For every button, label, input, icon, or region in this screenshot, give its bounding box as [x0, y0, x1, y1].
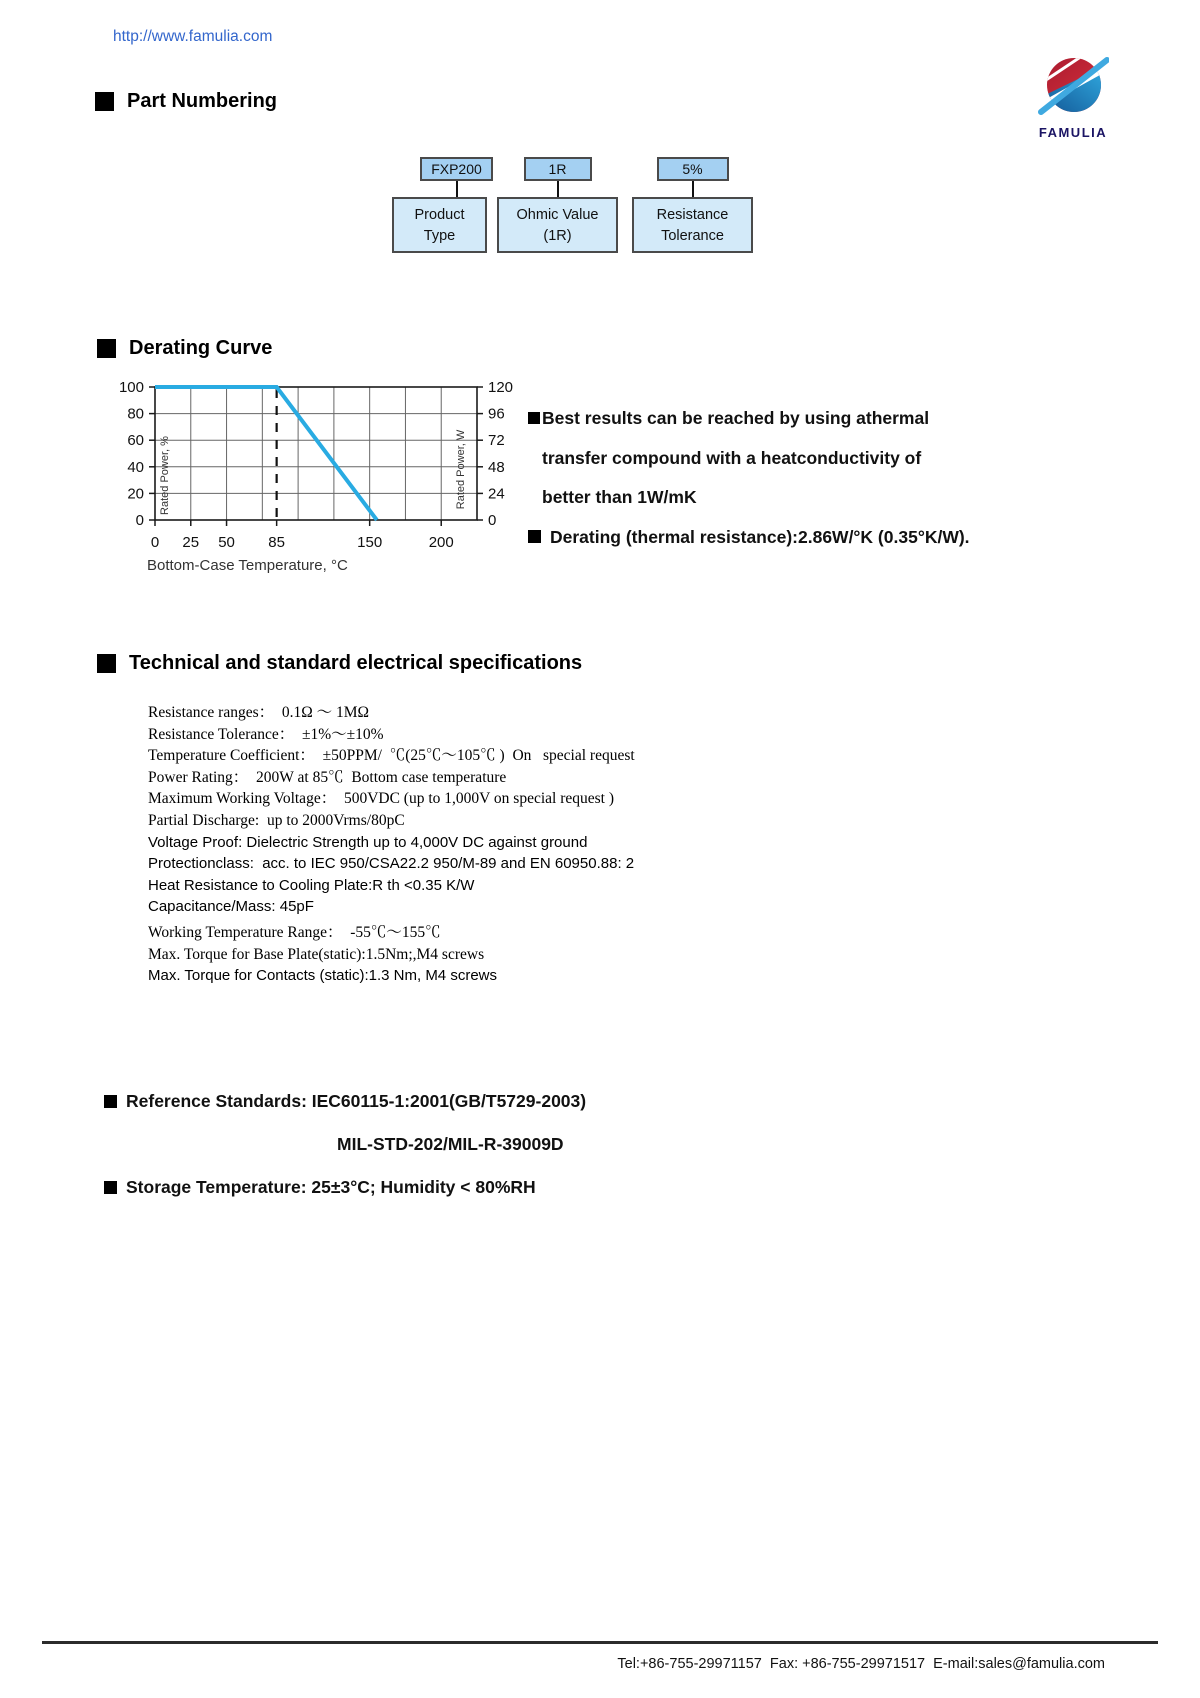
- svg-text:0: 0: [488, 512, 497, 529]
- svg-text:20: 20: [127, 485, 144, 503]
- specs-list: [148, 702, 635, 987]
- connector-line: [692, 181, 694, 197]
- spec-line: Maximum Working Voltage： 500VDC (up to 1,000V on special request ): [148, 790, 615, 808]
- note-text: Derating (thermal resistance):2.86W/°K (0.35°K/W).: [550, 526, 970, 547]
- section-title: Technical and standard electrical specifications: [129, 652, 583, 674]
- spec-line: Max. Torque for Contacts (static):1.3 Nm, M4 screws: [148, 967, 497, 985]
- spec-line: Power Rating： 200W at 85℃ Bottom case temperature: [148, 768, 507, 786]
- svg-text:Rated Power, W: Rated Power, W: [455, 429, 467, 510]
- reference-standards-line2: MIL-STD-202/MIL-R-39009D: [337, 1134, 564, 1154]
- connector-line: [557, 181, 559, 197]
- website-url-link[interactable]: http://www.famulia.com: [113, 28, 273, 45]
- spec-line: Voltage Proof: Dielectric Strength up to 4,000V DC against ground: [148, 833, 588, 851]
- bullet-square-icon: [104, 1181, 117, 1194]
- svg-text:80: 80: [127, 405, 144, 423]
- heading-square-icon: [97, 339, 116, 358]
- section-heading-specs: [97, 652, 582, 675]
- part-label-line2: Type: [423, 228, 456, 244]
- reference-standards-text: Reference Standards: IEC60115-1:2001(GB/T5729-2003): [126, 1091, 587, 1111]
- section-heading-part-numbering: [95, 90, 277, 113]
- note-best-results: [528, 399, 1148, 518]
- note-text-line: Best results can be reached by using athermal: [528, 399, 1148, 439]
- part-numbering-column: [632, 157, 753, 253]
- part-label-box: [392, 197, 487, 253]
- derating-notes: [528, 399, 1148, 548]
- part-label-line2: Tolerance: [661, 228, 724, 244]
- part-label-box: [497, 197, 618, 253]
- section-heading-derating: [97, 337, 272, 360]
- note-text-line: transfer compound with a heatconductivity of: [542, 447, 922, 468]
- svg-text:100: 100: [118, 379, 144, 396]
- spec-line: Resistance ranges： 0.1Ω ～ 1MΩ: [148, 704, 370, 721]
- spec-line: Capacitance/Mass: 45pF: [148, 898, 314, 916]
- reference-standards-line: [104, 1091, 586, 1112]
- svg-text:120: 120: [488, 379, 514, 396]
- section-title: Part Numbering: [127, 90, 278, 112]
- spec-line: Working Temperature Range： -55℃～155℃: [148, 923, 441, 941]
- svg-text:0: 0: [135, 512, 144, 529]
- svg-text:200: 200: [428, 534, 454, 551]
- standards-block: [104, 1091, 586, 1198]
- part-numbering-column: [497, 157, 618, 253]
- svg-text:72: 72: [488, 432, 505, 450]
- svg-text:24: 24: [488, 485, 505, 503]
- part-label-line1: Resistance: [656, 207, 729, 223]
- svg-text:50: 50: [218, 534, 235, 551]
- spec-line: Protectionclass: acc. to IEC 950/CSA22.2 950/M-89 and EN 60950.88: 2: [148, 855, 635, 873]
- svg-text:48: 48: [488, 458, 505, 476]
- connector-line: [456, 181, 458, 197]
- svg-text:Rated Power, %: Rated Power, %: [159, 436, 171, 515]
- heading-square-icon: [95, 92, 114, 111]
- part-label-line1: Product: [414, 207, 465, 223]
- svg-text:0: 0: [150, 534, 160, 551]
- svg-text:96: 96: [488, 405, 505, 423]
- spec-line: Temperature Coefficient： ±50PPM/ ℃(25℃～105℃ ) On special request: [148, 747, 635, 765]
- part-label-line2: (1R): [543, 228, 572, 244]
- svg-text:150: 150: [357, 534, 383, 551]
- svg-text:25: 25: [182, 534, 200, 551]
- part-code-box: 1R: [524, 157, 592, 181]
- storage-temperature-text: Storage Temperature: 25±3°C; Humidity < 80%RH: [126, 1177, 536, 1197]
- footer-divider: [42, 1641, 1158, 1644]
- bullet-square-icon: [528, 412, 540, 424]
- spec-line: Heat Resistance to Cooling Plate:R th <0.35 K/W: [148, 876, 475, 894]
- svg-text:60: 60: [127, 432, 144, 450]
- svg-text:85: 85: [268, 534, 285, 551]
- part-label-box: [632, 197, 753, 253]
- famulia-logo-icon: [1037, 56, 1109, 118]
- spec-line: Partial Discharge: up to 2000Vrms/80pC: [148, 811, 405, 829]
- heading-square-icon: [97, 654, 116, 673]
- note-text-line: better than 1W/mK: [542, 487, 697, 507]
- part-numbering-column: [392, 157, 487, 253]
- note-derating-resistance: [528, 527, 1148, 548]
- svg-text:40: 40: [127, 458, 144, 476]
- svg-text:Bottom-Case Temperature, °C: Bottom-Case Temperature, °C: [147, 557, 348, 574]
- spec-line: Resistance Tolerance： ±1%～±10%: [148, 725, 384, 743]
- part-code-box: FXP200: [420, 157, 493, 181]
- derating-chart-svg: [100, 372, 520, 584]
- spec-line: Max. Torque for Base Plate(static):1.5Nm;,M4 screws: [148, 945, 485, 963]
- bullet-square-icon: [528, 530, 541, 543]
- storage-temperature-line: [104, 1177, 586, 1198]
- footer-contact: Tel:+86-755-29971157 Fax: +86-755-29971517 E-mail:sales@famulia.com: [617, 1656, 1105, 1672]
- part-label-line1: Ohmic Value: [516, 207, 599, 223]
- logo-wordmark: FAMULIA: [1038, 125, 1108, 140]
- part-numbering-diagram: [392, 157, 753, 253]
- company-logo: [1030, 56, 1116, 140]
- part-code-box: 5%: [657, 157, 729, 181]
- bullet-square-icon: [104, 1095, 117, 1108]
- section-title: Derating Curve: [129, 337, 273, 359]
